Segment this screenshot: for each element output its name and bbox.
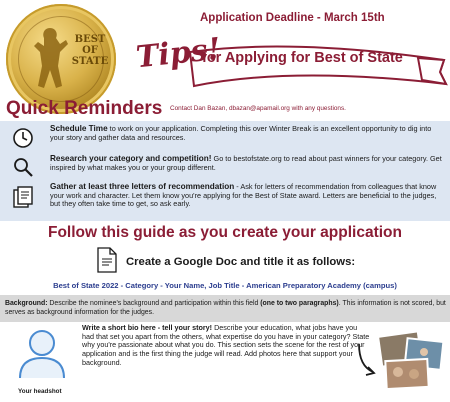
clock-icon [12, 127, 34, 149]
reminder-bold: Gather at least three letters of recommendation [50, 182, 235, 191]
quick-reminders-panel [0, 121, 450, 221]
contact-info: Contact Dan Bazan, dbazan@apamail.org with any questions. [170, 105, 346, 112]
reminder-bold: Schedule Time [50, 124, 108, 133]
medal-figure-icon [28, 22, 72, 94]
curved-arrow-icon [355, 340, 377, 380]
bio-text [82, 324, 370, 368]
guide-title: Follow this guide as you create your application [48, 224, 402, 241]
medal-text [70, 34, 110, 67]
bio-body: Describe your education, what jobs have you had that set you apart from the others, what expertise do you have in your category? State why you're passionate about what you do. This section sets the scene for the rest of your application and is the first thing the judge will read. Add photos here that support your background. [82, 323, 370, 367]
reminder-text [50, 183, 446, 209]
letters-icon [12, 186, 34, 208]
headshot-label: Your headshot [18, 388, 62, 395]
background-label: Background: [5, 300, 48, 307]
reminder-bold: Research your category and competition! [50, 154, 212, 163]
reminder-body: - Ask for letters of recommendation from colleagues that know your work and character. Let them know you're applying for the Best of State award. Letters are beneficial to the judges, but they often take time to get, so ask early. [50, 182, 437, 209]
background-body-a: Describe the nominee's background and participation within this field [47, 300, 261, 307]
bio-bold: Write a short bio here - tell your story! [82, 323, 213, 332]
medal-line: STATE [71, 56, 109, 67]
background-emphasis: (one to two paragraphs) [260, 300, 339, 307]
medal-line: BEST [74, 34, 106, 45]
background-body-b: . This information is not scored, but serves as background information for the judges. [5, 300, 446, 316]
reminder-body: to work on your application. Completing this over Winter Break is an excellent opportunity to dig into your story and gather data and resources. [50, 124, 432, 142]
reminder-body: Go to bestofstate.org to read about past winners for your category. Get inspired by what makes you or your group different. [50, 154, 442, 172]
doc-instruction: Create a Google Doc and title it as follows: [126, 256, 356, 268]
photo-collage [376, 330, 446, 392]
banner-text: for Applying for Best of State [202, 50, 403, 66]
magnifier-icon [12, 156, 34, 178]
doc-title-format: Best of State 2022 - Category - Your Name, Job Title - American Preparatory Academy (campus) [53, 281, 397, 290]
google-doc-icon [97, 247, 117, 273]
background-text [5, 299, 447, 317]
reminder-text [50, 155, 446, 172]
reminder-text [50, 125, 446, 142]
medal-line: OF [82, 45, 98, 56]
headshot-placeholder-icon [14, 324, 70, 380]
tips-heading: Tips! [134, 31, 223, 76]
quick-reminders-title: Quick Reminders [6, 98, 163, 119]
application-deadline: Application Deadline - March 15th [200, 12, 385, 24]
